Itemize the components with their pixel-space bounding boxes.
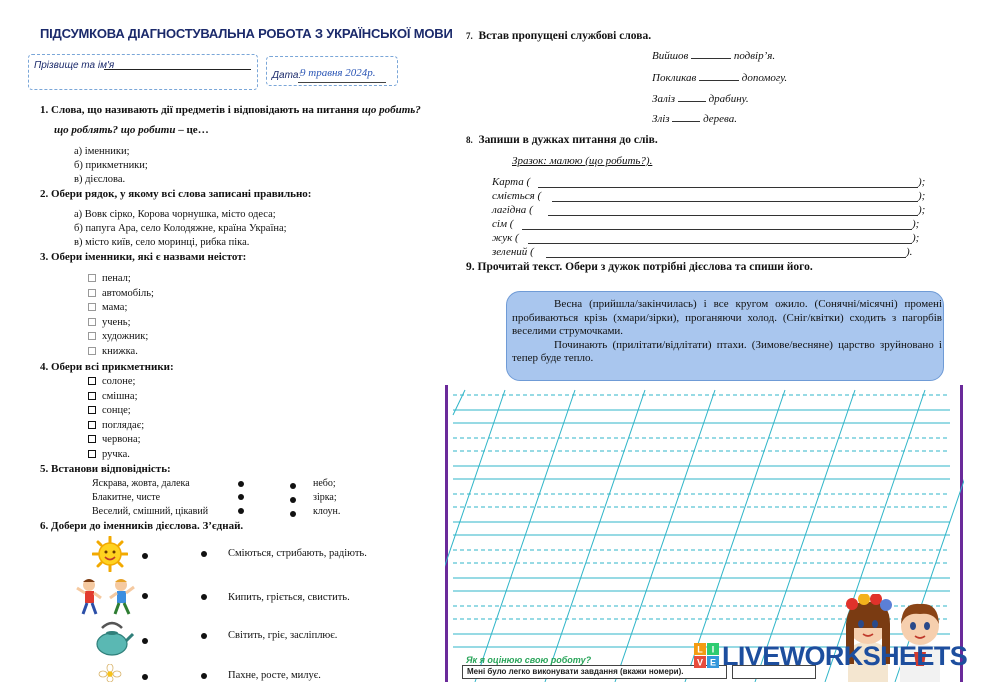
q6-dot-right[interactable] — [201, 673, 207, 679]
q6-dot-left[interactable] — [142, 553, 148, 559]
q6-question: 6. Добери до іменників дієслова. З’єднай. — [40, 520, 244, 532]
q1-question: 1. Слова, що називають дії предметів і відповідають на питання що робить? — [40, 104, 421, 116]
q3-checkbox-item[interactable]: автомобіль; — [88, 287, 154, 302]
q7-sentence: Зліз дерева. — [652, 113, 738, 125]
q4-checkbox-item[interactable]: солоне; — [88, 375, 144, 390]
q3-options — [88, 272, 154, 360]
q4-checkbox-item[interactable]: червона; — [88, 433, 144, 448]
match-dot-left[interactable] — [238, 508, 244, 514]
reading-paragraph: Весна (прийшла/закінчилась) і все кругом ожило. (Сонячні/місячні) промені пробиваються крізь (хмари/зірки), проганяючи холод. (Сніг/квітки) сходить з пагорбів веселими струмочками. — [512, 298, 942, 337]
answer-input[interactable] — [548, 215, 918, 216]
checkbox[interactable] — [88, 392, 96, 400]
q5-right-item: зірка; — [313, 492, 337, 503]
closing-paren: ); — [912, 232, 920, 244]
closing-paren: ); — [918, 190, 926, 202]
q6-verbs: Світить, гріє, засліплює. — [228, 630, 338, 641]
q2-option[interactable]: б) папуга Ара, село Колодяжне, країна Україна; — [74, 223, 287, 234]
match-dot-right[interactable] — [290, 483, 296, 489]
liveworksheets-brand[interactable]: LIVEWORKSHEETS — [722, 641, 968, 671]
q6-dot-left[interactable] — [142, 638, 148, 644]
answer-input[interactable] — [552, 201, 918, 202]
blank-input[interactable] — [691, 49, 731, 59]
q5-right-item: клоун. — [313, 506, 341, 517]
self-evaluation-statement: Мені було легко виконувати завдання (вкажи номери). — [467, 667, 684, 676]
logo-letter: L — [697, 644, 703, 655]
closing-paren: ). — [906, 246, 913, 258]
page-title: ПІДСУМКОВА ДІАГНОСТУВАЛЬНА РОБОТА З УКРАЇНСЬКОЇ МОВИ — [40, 26, 453, 41]
q1-option[interactable]: б) прикметники; — [74, 160, 148, 171]
checkbox[interactable] — [88, 421, 96, 429]
logo-letter: V — [696, 657, 704, 668]
q8-sample: Зразок: малюю (що робить?). — [512, 155, 653, 167]
q1-option[interactable]: а) іменники; — [74, 146, 130, 157]
match-dot-left[interactable] — [238, 481, 244, 487]
checkbox[interactable] — [88, 332, 96, 340]
q8-word-row: сміється ( — [492, 190, 542, 202]
sun-icon — [92, 536, 128, 572]
answer-input[interactable] — [528, 243, 912, 244]
checkbox[interactable] — [88, 435, 96, 443]
q6-dot-left[interactable] — [142, 674, 148, 680]
q1-question-cont: що роблять? що робити – це… — [54, 124, 209, 136]
q2-question: 2. Обери рядок, у якому всі слова записані правильно: — [40, 188, 312, 200]
q4-question: 4. Обери всі прикметники: — [40, 361, 174, 373]
q8-word-row: Карта ( — [492, 176, 531, 188]
checkbox[interactable] — [88, 303, 96, 311]
q6-verbs: Пахне, росте, милує. — [228, 670, 321, 681]
checkbox[interactable] — [88, 289, 96, 297]
self-evaluation-question: Як я оцінюю свою роботу? — [466, 655, 592, 665]
q4-checkbox-item[interactable]: смішна; — [88, 390, 144, 405]
reading-text — [512, 298, 942, 366]
q5-right-item: небо; — [313, 478, 336, 489]
q6-dot-right[interactable] — [201, 551, 207, 557]
flower-icon — [98, 664, 122, 682]
q8-word-row: сім ( — [492, 218, 514, 230]
q3-checkbox-item[interactable]: книжка. — [88, 345, 154, 360]
closing-paren: ); — [912, 218, 920, 230]
name-input[interactable] — [104, 69, 251, 70]
q3-checkbox-item[interactable]: пенал; — [88, 272, 154, 287]
q7-question: 7. Встав пропущені службові слова. — [466, 30, 652, 42]
date-label: Дата: — [272, 70, 302, 81]
checkbox[interactable] — [88, 406, 96, 414]
closing-paren: ); — [918, 176, 926, 188]
q4-checkbox-item[interactable]: ручка. — [88, 448, 144, 463]
q5-left-item: Веселий, смішний, цікавий — [92, 506, 209, 517]
blank-input[interactable] — [699, 71, 739, 81]
q4-checkbox-item[interactable]: сонце; — [88, 404, 144, 419]
answer-input[interactable] — [546, 257, 906, 258]
q3-checkbox-item[interactable]: учень; — [88, 316, 154, 331]
q6-verbs: Сміються, стрибають, радіють. — [228, 548, 367, 559]
q6-dot-right[interactable] — [201, 633, 207, 639]
checkbox[interactable] — [88, 274, 96, 282]
date-underline — [298, 82, 386, 83]
children-icon — [74, 576, 140, 618]
q7-sentence: Заліз драбину. — [652, 93, 749, 105]
q7-sentence: Покликав допомогу. — [652, 72, 788, 84]
q9-question: 9. Прочитай текст. Обери з дужок потрібні дієслова та спиши його. — [466, 261, 813, 273]
q2-option[interactable]: а) Вовк сірко, Корова чорнушка, місто одеса; — [74, 209, 276, 220]
name-label: Прізвище та ім'я — [34, 60, 115, 71]
match-dot-left[interactable] — [238, 494, 244, 500]
checkbox[interactable] — [88, 450, 96, 458]
q5-question: 5. Встанови відповідність: — [40, 463, 171, 475]
q6-dot-right[interactable] — [201, 594, 207, 600]
q5-left-item: Яскрава, жовта, далека — [92, 478, 190, 489]
checkbox[interactable] — [88, 377, 96, 385]
checkbox[interactable] — [88, 318, 96, 326]
q7-sentence: Вийшов подвір’я. — [652, 50, 776, 62]
q4-options — [88, 375, 144, 463]
logo-letter: I — [711, 644, 715, 655]
q2-option[interactable]: в) місто київ, село моринці, рибка піка. — [74, 237, 250, 248]
q8-question: 8. Запиши в дужках питання до слів. — [466, 134, 658, 146]
checkbox[interactable] — [88, 347, 96, 355]
blank-input[interactable] — [678, 92, 706, 102]
q5-left-item: Блакитне, чисте — [92, 492, 161, 503]
q3-checkbox-item[interactable]: мама; — [88, 301, 154, 316]
q3-checkbox-item[interactable]: художник; — [88, 330, 154, 345]
q6-dot-left[interactable] — [142, 593, 148, 599]
reading-paragraph: Починають (прилітати/відлітати) птахи. (Зимове/весняне) царство зруйновано і тепер буде тепло. — [512, 338, 942, 364]
q8-word-row: жук ( — [492, 232, 519, 244]
match-dot-right[interactable] — [290, 511, 296, 517]
logo-letter: E — [709, 657, 717, 668]
date-value: 9 травня 2024р. — [300, 67, 376, 79]
match-dot-right[interactable] — [290, 497, 296, 503]
q4-checkbox-item[interactable]: поглядає; — [88, 419, 144, 434]
blank-input[interactable] — [672, 112, 700, 122]
q8-word-row: зелений ( — [492, 246, 534, 258]
kettle-icon — [90, 616, 134, 660]
q6-verbs: Кипить, гріється, свистить. — [228, 592, 350, 603]
q1-option[interactable]: в) дієслова. — [74, 174, 126, 185]
answer-input[interactable] — [538, 187, 918, 188]
q8-word-row: лагідна ( — [492, 204, 533, 216]
closing-paren: ); — [918, 204, 926, 216]
liveworksheets-logo-icon — [694, 643, 720, 669]
answer-input[interactable] — [522, 229, 912, 230]
q3-question: 3. Обери іменники, які є назвами неістот: — [40, 251, 247, 263]
